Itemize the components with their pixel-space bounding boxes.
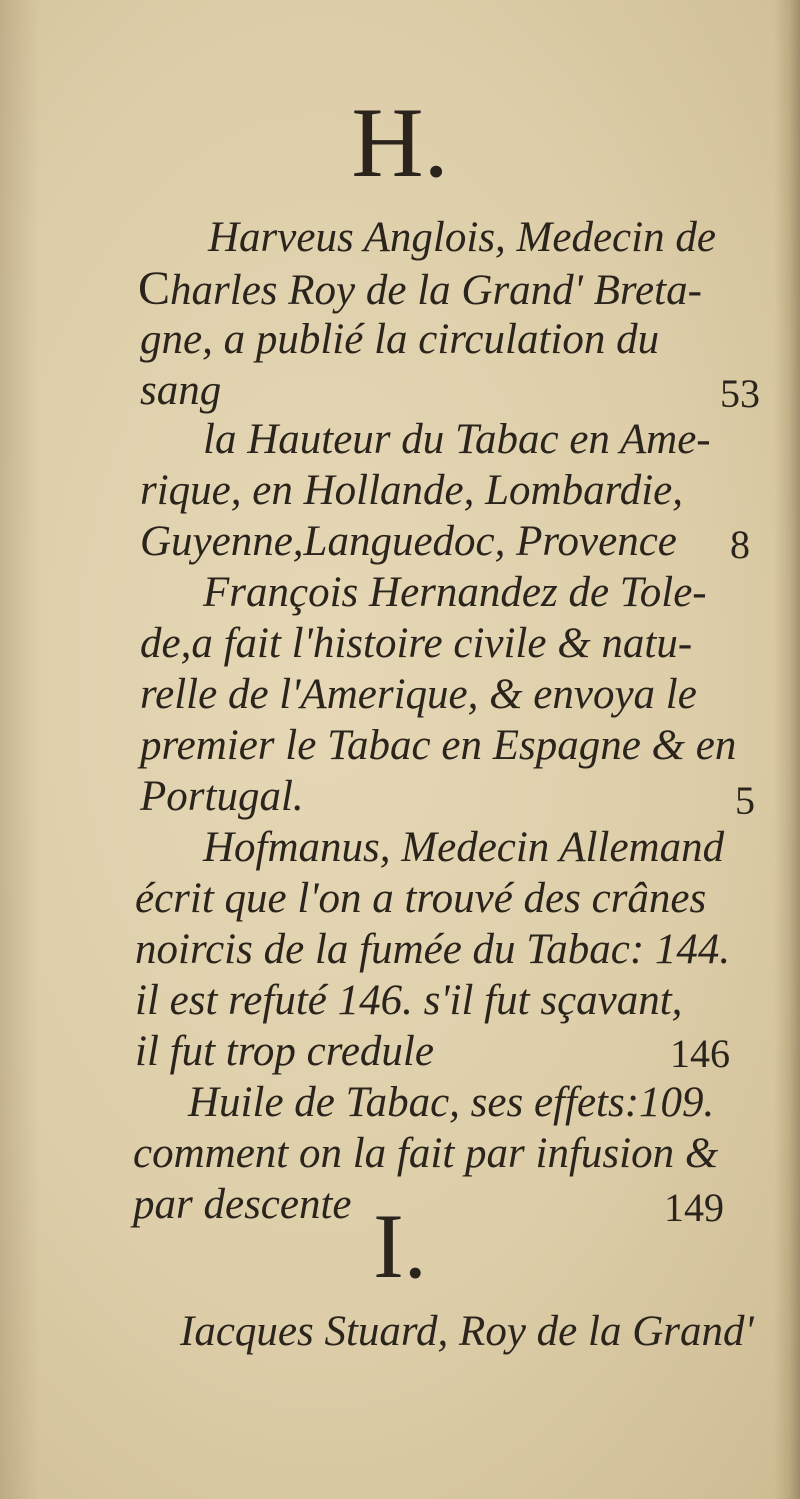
dropcap-letter: C <box>138 262 171 315</box>
entry-hofmanus-line-4: il est refuté 146. s'il fut sçavant, <box>135 977 683 1024</box>
entry-harveus-line-3: gne, a publié la circulation du <box>140 316 660 363</box>
entry-hofmanus-line-5: il fut trop credule <box>135 1028 434 1075</box>
entry-huile-line-1: Huile de Tabac, ses effets:109. <box>188 1079 715 1126</box>
entry-harveus-line-2 <box>138 263 702 317</box>
entry-hofmanus-page-number: 146 <box>670 1031 730 1076</box>
entry-jacques-line-1: Iacques Stuard, Roy de la Grand' <box>180 1308 754 1355</box>
entry-francois-line-5: Portugal. <box>140 773 304 820</box>
entry-francois-line-3: relle de l'Amerique, & envoya le <box>140 671 697 718</box>
entry-hauteur-line-2: rique, en Hollande, Lombardie, <box>140 467 684 514</box>
entry-hofmanus-line-2: écrit que l'on a trouvé des crânes <box>135 875 707 922</box>
entry-hauteur-line-1: la Hauteur du Tabac en Ame- <box>203 416 711 463</box>
entry-francois-page-number: 5 <box>735 778 755 823</box>
entry-huile-line-3: par descente <box>133 1181 352 1228</box>
section-heading-h: H. <box>351 87 449 198</box>
entry-harveus-line-2-text: harles Roy de la Grand' Breta- <box>170 267 702 314</box>
entry-huile-line-2: comment on la fait par infusion & <box>133 1130 719 1177</box>
entry-harveus-line-4: sang <box>140 367 222 414</box>
section-heading-i: I. <box>373 1195 427 1297</box>
entry-hofmanus-line-1: Hofmanus, Medecin Allemand <box>203 824 725 871</box>
entry-francois-line-4: premier le Tabac en Espagne & en <box>140 722 737 769</box>
entry-harveus-page-number: 53 <box>720 371 760 416</box>
entry-francois-line-2: de,a fait l'histoire civile & natu- <box>140 620 693 667</box>
entry-harveus-line-1: Harveus Anglois, Medecin de <box>208 214 716 261</box>
entry-huile-page-number: 149 <box>664 1185 724 1230</box>
entry-hauteur-page-number: 8 <box>730 522 750 567</box>
entry-hauteur-line-3: Guyenne,Languedoc, Provence <box>140 518 677 565</box>
entry-francois-line-1: François Hernandez de Tole- <box>203 569 707 616</box>
entry-hofmanus-line-3: noircis de la fumée du Tabac: 144. <box>135 926 731 973</box>
